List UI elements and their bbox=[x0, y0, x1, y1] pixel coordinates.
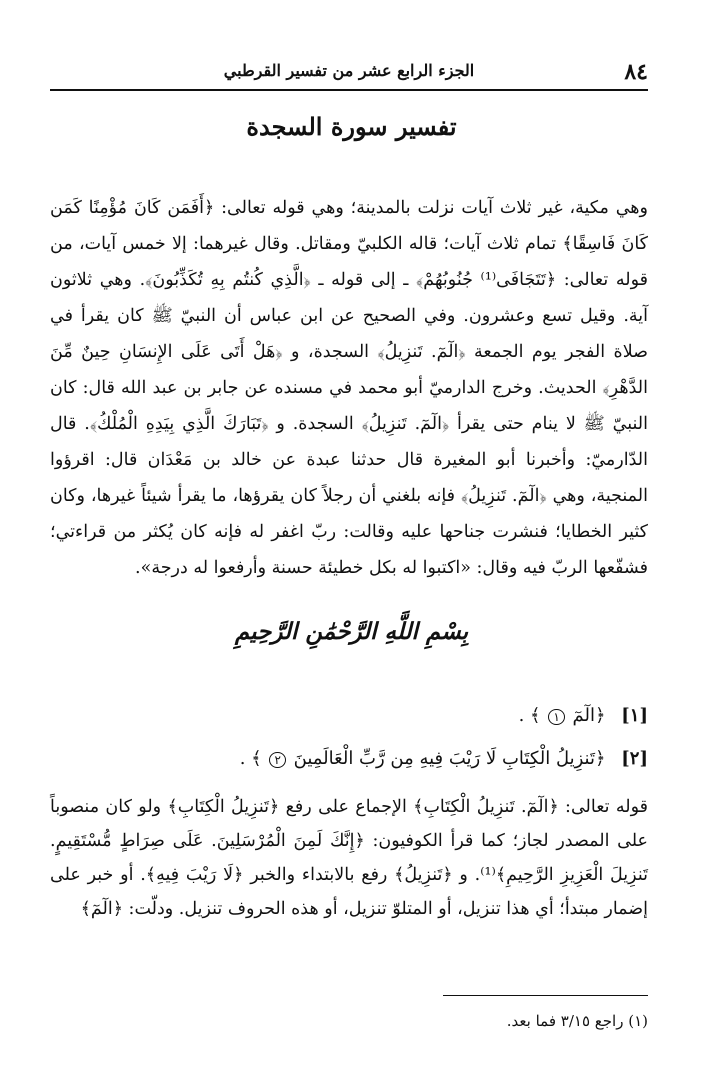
ayah-marker: ١ bbox=[548, 709, 564, 725]
verses-block bbox=[50, 695, 648, 781]
verse-end: ﴾ . bbox=[239, 748, 262, 769]
page-header bbox=[50, 55, 648, 91]
surah-title: تفسير سورة السجدة bbox=[246, 112, 457, 141]
footnote-divider bbox=[443, 995, 648, 996]
verse-text: ﴿تَنزِيلُ الْكِتَابِ لَا رَيْبَ فِيهِ مِن رَّبِّ الْعَالَمِينَ bbox=[293, 748, 606, 769]
intro-paragraph bbox=[50, 190, 648, 586]
verse-text: ﴿الٓمٓ bbox=[572, 705, 606, 726]
intro-text: وهي مكية، غير ثلاث آيات نزلت بالمدينة؛ وهي قوله تعالى: ﴿أَفَمَن كَانَ مُؤْمِنًا كَمَن كَانَ فَاسِقًا﴾ تمام ثلاث آيات؛ قاله الكلبيّ ومقاتل. وقال غيرهما: إلا خمس آيات، من قوله تعالى: ﴿تَتَجَافَى⁽¹⁾ جُنُوبُهُمْ﴾ ـ إلى قوله ـ ﴿الَّذِي كُنتُم بِهِ تُكَذِّبُونَ﴾. وهي ثلاثون آية. وقيل تسع وعشرون. وفي الصحيح عن ابن عباس أن النبيّ ﷺ كان يقرأ في صلاة الفجر يوم الجمعة ﴿الٓمٓ. تَنزِيلُ﴾ السجدة، و ﴿هَلْ أَتَى عَلَى الإِنسَانِ حِينٌ مِّنَ الدَّهْرِ﴾ الحديث. وخرج الدارميّ أبو محمد في مسنده عن جابر بن عبد الله قال: كان النبيّ ﷺ لا ينام حتى يقرأ ﴿الٓمٓ. تَنزِيلُ﴾ السجدة. و ﴿تَبَارَكَ الَّذِي بِيَدِهِ الْمُلْكُ﴾. قال الدّارميّ: وأخبرنا أبو المغيرة قال حدثنا عبدة عن خالد بن مَعْدَان قال: اقرؤوا المنجية، وهي ﴿الٓمٓ. تَنزِيلُ﴾ فإنه بلغني أن رجلاً كان يقرؤها، ما يقرأ شيئاً غيرها، وكان كثير الخطايا؛ فنشرت جناحها عليه وقالت: ربّ اغفر له فإنه كان يُكثر من قراءتي؛ فشفّعها الربّ فيه وقال: «اكتبوا له بكل خطيئة حسنة وأرفعوا له درجة». bbox=[50, 198, 648, 578]
commentary-text: قوله تعالى: ﴿الٓمٓ. تَنزِيلُ الْكِتَابِ﴾ الإجماع على رفع ﴿تَنزِيلُ الْكِتَابِ﴾ ولو كان منصوباً على المصدر لجاز؛ كما قرأ الكوفيون: ﴿إِنَّكَ لَمِنَ الْمُرْسَلِينَ. عَلَى صِرَاطٍ مُّسْتَقِيمٍ. تَنزِيلَ الْعَزِيزِ الرَّحِيمِ﴾⁽¹⁾. و ﴿تَنزِيلُ﴾ رفع بالابتداء والخبر ﴿لَا رَيْبَ فِيهِ﴾. أو خبر على إضمار مبتدأ؛ أي هذا تنزيل، أو المتلوّ تنزيل، أو هذه الحروف تنزيل. ودلّت: ﴿الٓمٓ﴾ bbox=[50, 797, 648, 919]
running-title: الجزء الرابع عشر من تفسير القرطبي bbox=[223, 61, 475, 80]
basmala: بِسْمِ اللَّهِ الرَّحْمَٰنِ الرَّحِيمِ bbox=[234, 618, 469, 645]
verse-number: [٢] bbox=[621, 748, 648, 769]
verse-end: ﴾ . bbox=[518, 705, 541, 726]
commentary-paragraph bbox=[50, 790, 648, 926]
verse-2 bbox=[50, 738, 648, 781]
verse-number: [١] bbox=[621, 705, 648, 726]
verse-1 bbox=[50, 695, 648, 738]
footnote: (١) راجع ٣/١٥ فما بعد. bbox=[506, 1012, 648, 1030]
page-number: ٨٤ bbox=[624, 59, 648, 85]
ayah-marker: ٢ bbox=[269, 752, 285, 768]
